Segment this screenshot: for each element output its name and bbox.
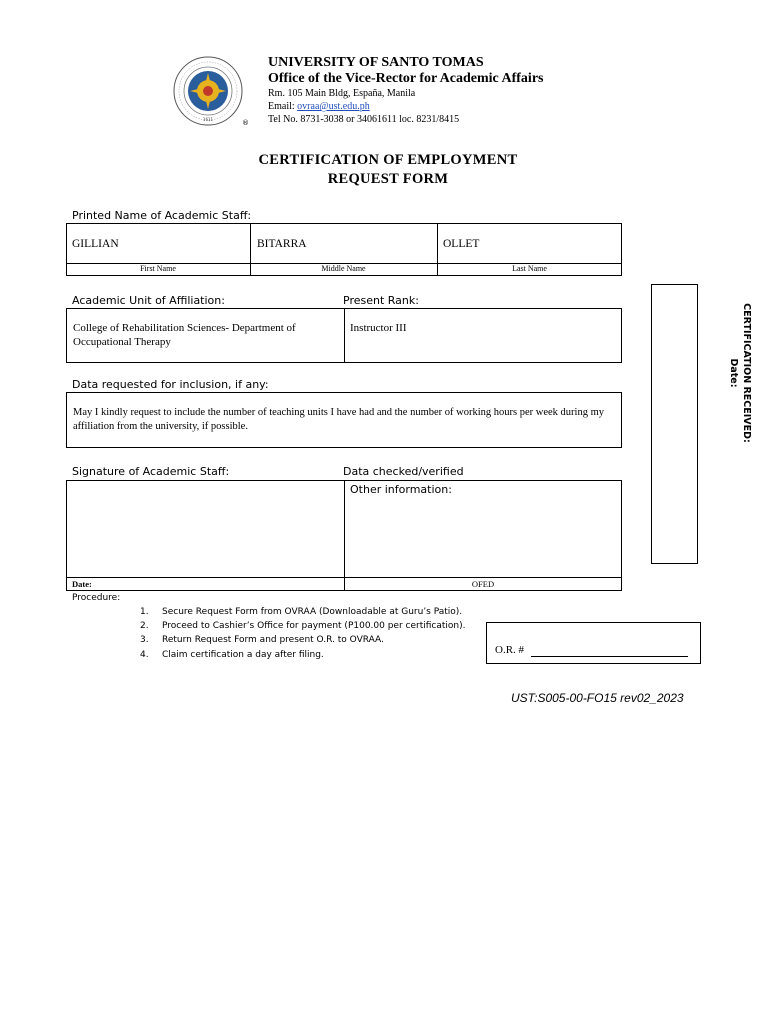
office-telephone: Tel No. 8731-3038 or 34061611 loc. 8231/8415 xyxy=(268,114,460,125)
form-code: UST:S005-00-FO15 rev02_2023 xyxy=(511,691,684,705)
certification-received-box xyxy=(651,284,698,564)
form-title-line2: REQUEST FORM xyxy=(327,171,449,187)
last-name-value[interactable]: OLLET xyxy=(443,238,480,250)
procedure-step-num: 1. xyxy=(140,607,149,617)
registered-mark: ® xyxy=(242,119,249,127)
office-address: Rm. 105 Main Bldg, España, Manila xyxy=(268,88,416,99)
first-name-value[interactable]: GILLIAN xyxy=(72,238,119,250)
or-number-box xyxy=(486,622,701,664)
procedure-step-text: Secure Request Form from OVRAA (Downloadable at Guru’s Patio). xyxy=(162,607,463,617)
office-name: Office of the Vice-Rector for Academic Affairs xyxy=(268,71,544,86)
present-rank-value[interactable]: Instructor III xyxy=(350,322,407,334)
procedure-step-text: Proceed to Cashier’s Office for payment (P100.00 per certification). xyxy=(162,621,466,631)
university-seal-logo xyxy=(172,55,249,127)
data-requested-label: Data requested for inclusion, if any: xyxy=(72,378,269,391)
ofed-label: OFED xyxy=(471,579,495,589)
or-number-field[interactable] xyxy=(531,656,688,657)
procedure-step-text: Claim certification a day after filing. xyxy=(162,650,324,660)
form-title-line1: CERTIFICATION OF EMPLOYMENT xyxy=(258,152,518,168)
academic-unit-label: Academic Unit of Affiliation: xyxy=(72,294,225,307)
signature-label: Signature of Academic Staff: xyxy=(72,465,230,478)
certification-received-date-label: Date: xyxy=(728,358,739,388)
or-number-label: O.R. # xyxy=(495,644,525,656)
printed-name-label: Printed Name of Academic Staff: xyxy=(72,209,252,222)
university-name: UNIVERSITY OF SANTO TOMAS xyxy=(268,55,484,70)
certification-received-label: CERTIFICATION RECEIVED: xyxy=(741,303,752,443)
email-link[interactable]: ovraa@ust.edu.ph xyxy=(297,101,370,112)
email-label: Email: xyxy=(268,101,298,112)
academic-unit-value[interactable]: College of Rehabilitation Sciences- Department of Occupational Therapy xyxy=(73,322,296,348)
data-verified-label: Data checked/verified xyxy=(343,465,464,478)
svg-text:1611: 1611 xyxy=(202,117,214,122)
certification-received-text xyxy=(727,273,753,473)
middle-name-value[interactable]: BITARRA xyxy=(257,238,307,250)
last-name-caption: Last Name xyxy=(512,264,547,273)
other-information-label: Other information: xyxy=(350,483,452,496)
office-email-line xyxy=(268,101,370,112)
data-requested-value[interactable]: May I kindly request to include the number of teaching units I have had and the number of working hours per week during my affiliation from the university, if possible. xyxy=(73,407,604,432)
signature-field[interactable] xyxy=(67,481,343,576)
procedure-step-num: 2. xyxy=(140,621,149,631)
middle-name-caption: Middle Name xyxy=(321,264,366,273)
first-name-caption: First Name xyxy=(140,264,176,273)
procedure-step-num: 3. xyxy=(140,635,149,645)
present-rank-label: Present Rank: xyxy=(343,294,419,307)
procedure-step-num: 4. xyxy=(140,650,149,660)
procedure-step-text: Return Request Form and present O.R. to OVRAA. xyxy=(162,635,384,645)
date-label: Date: xyxy=(72,579,92,589)
procedure-label: Procedure: xyxy=(72,593,121,603)
